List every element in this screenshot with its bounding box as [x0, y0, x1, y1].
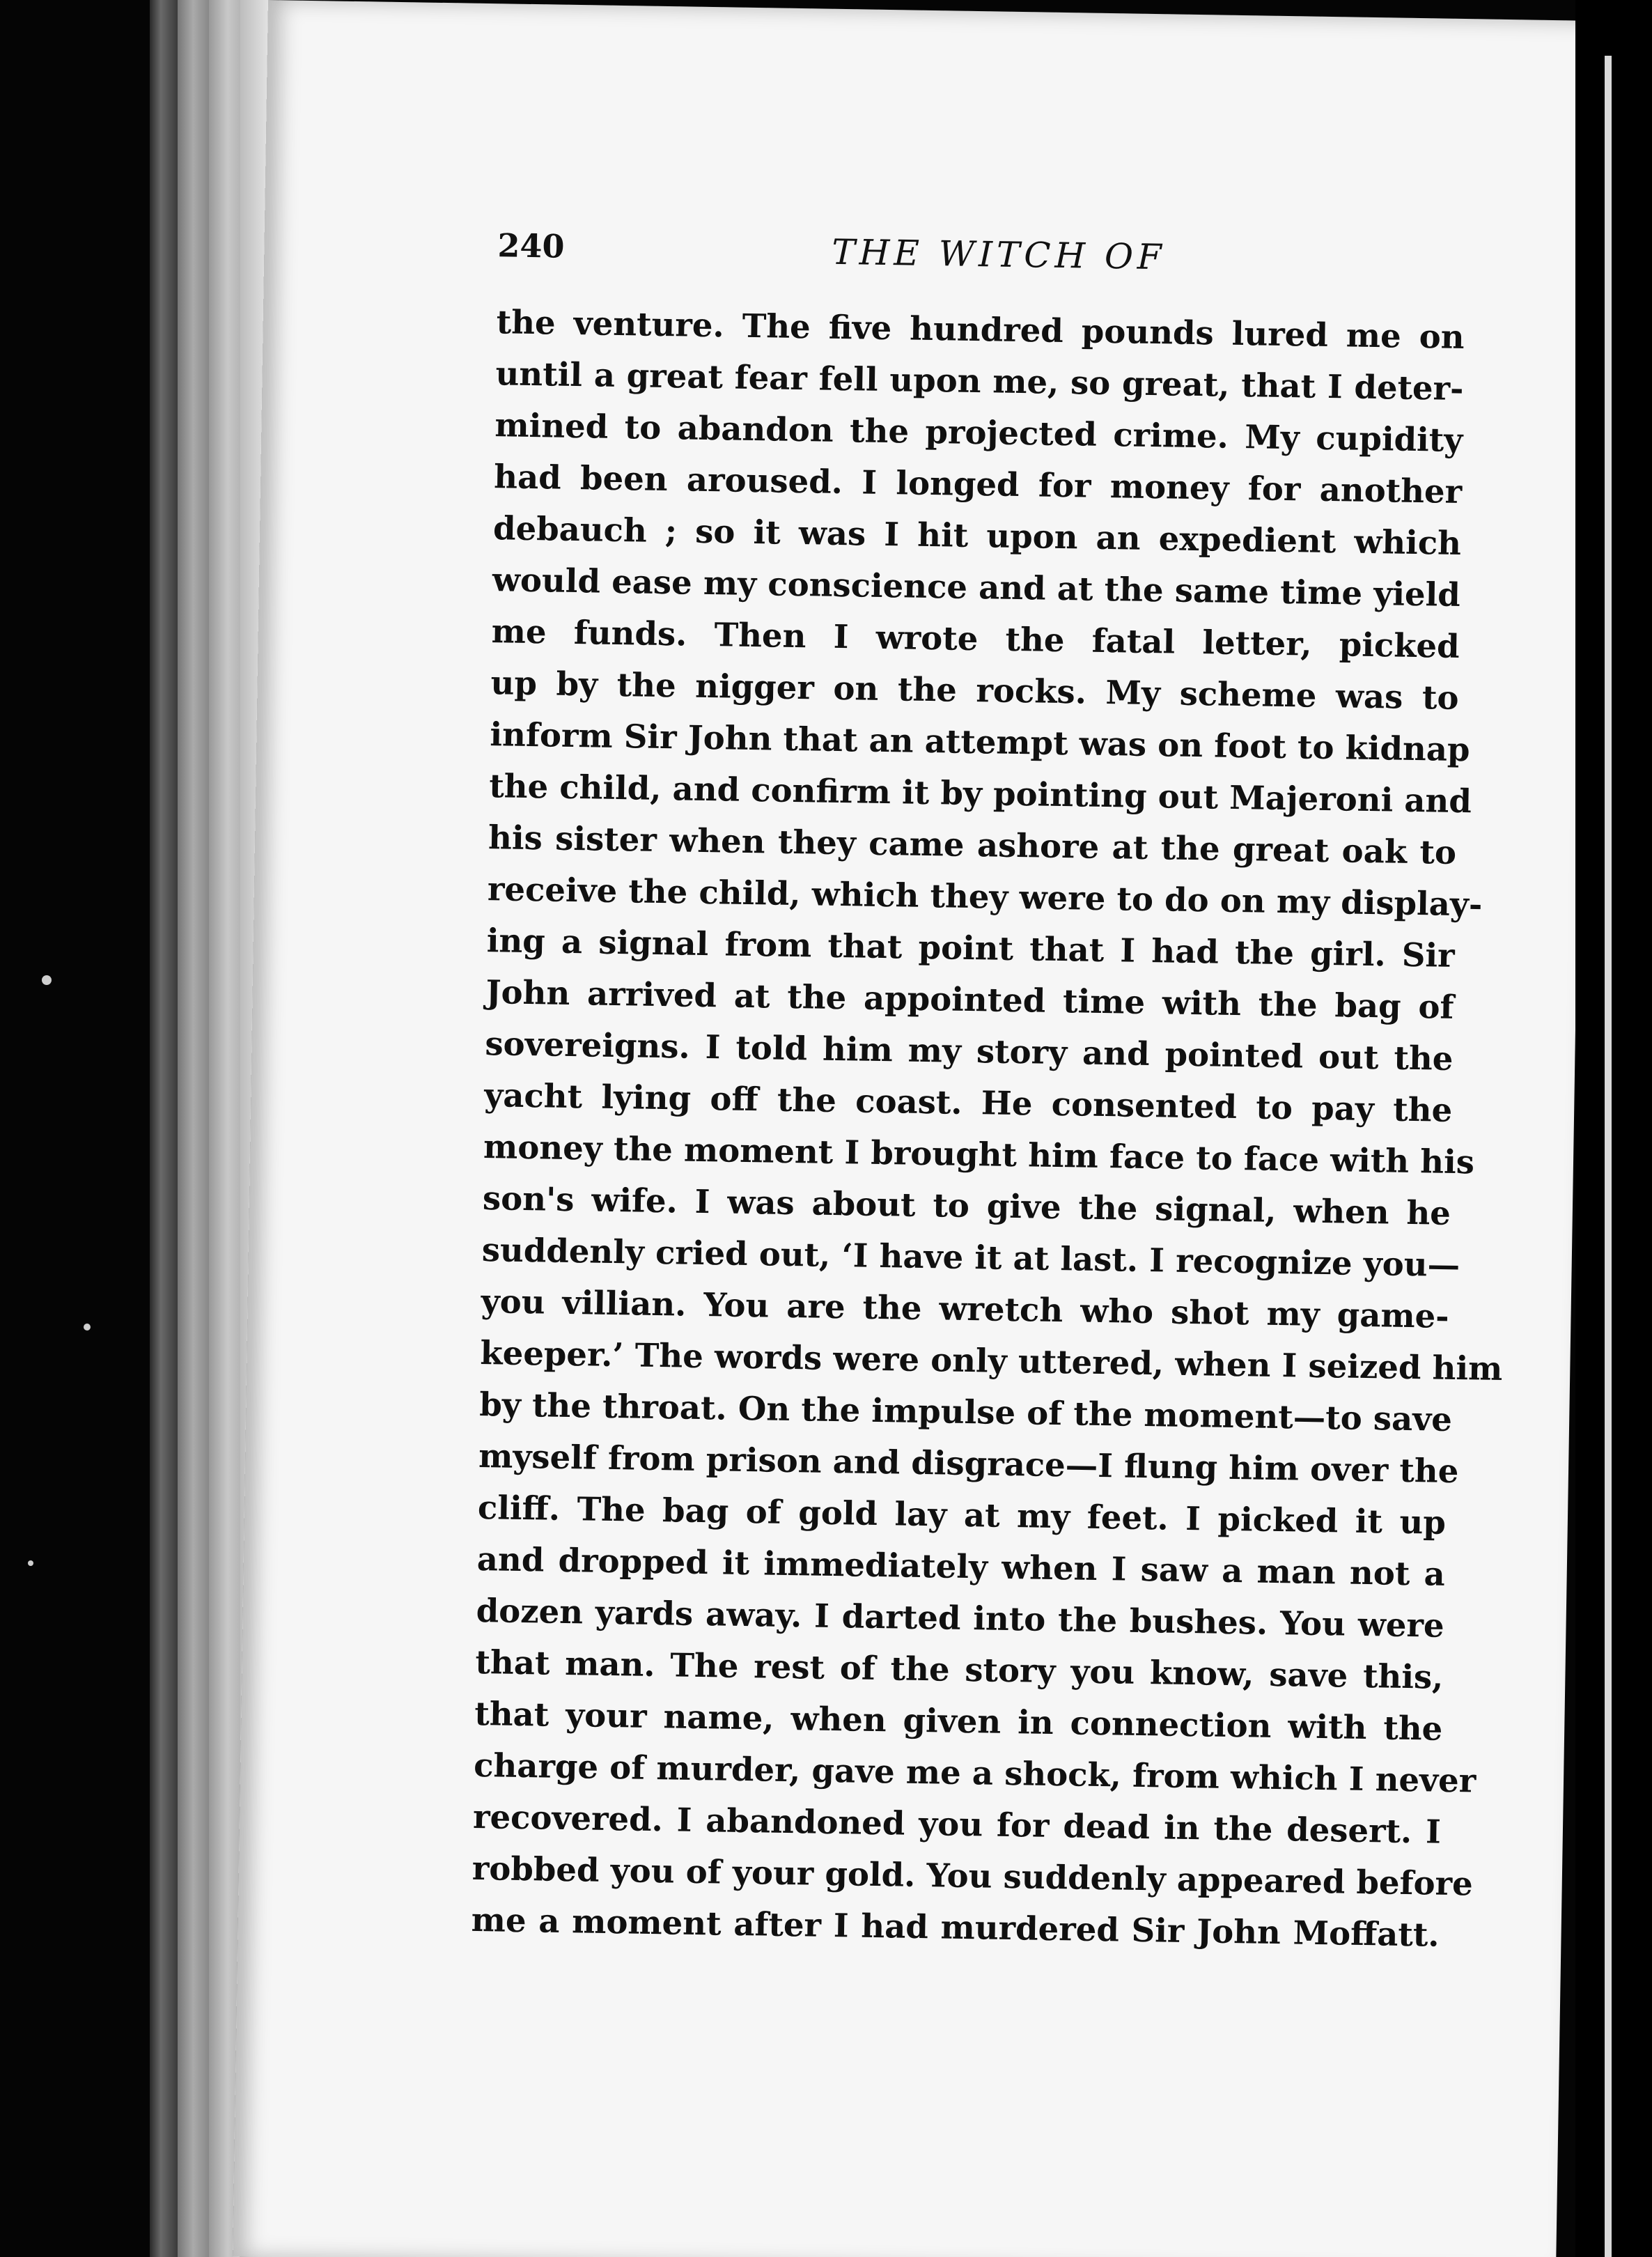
- text-line: suddenly cried out, ‘I have it at last. I recognize you—: [481, 1230, 1460, 1285]
- text-line: debauch ; so it was I hit upon an expedient which: [492, 509, 1462, 562]
- text-line: receive the child, which they were to do on my display-: [487, 869, 1483, 924]
- text-line: cliff. The bag of gold lay at my feet. I picked it up: [477, 1487, 1447, 1542]
- text-line: charge of murder, gave me a shock, from which I never: [473, 1745, 1476, 1800]
- text-line: that your name, when given in connection with the: [474, 1693, 1443, 1748]
- text-line: yacht lying off the coast. He consented to pay the: [483, 1076, 1453, 1129]
- text-line: robbed you of your gold. You suddenly appeared before: [472, 1848, 1474, 1903]
- text-line: sovereigns. I told him my story and pointed out the: [485, 1024, 1454, 1078]
- text-line: and dropped it immediately when I saw a man not a: [476, 1539, 1446, 1593]
- text-line: up by the nigger on the rocks. My scheme was to: [490, 663, 1459, 717]
- page-number: 240: [497, 226, 565, 265]
- page-edge: [178, 0, 209, 2257]
- text-line: by the throat. On the impulse of the moment—to save: [478, 1385, 1453, 1438]
- running-title: THE WITCH OF: [831, 231, 1167, 278]
- text-line: his sister when they came ashore at the great oak to: [488, 818, 1457, 871]
- text-line: me funds. Then I wrote the fatal letter, picked: [491, 612, 1460, 665]
- text-line: the child, and confirm it by pointing out Majeroni and: [488, 766, 1472, 821]
- text-line: that man. The rest of the story you know, save this,: [475, 1642, 1444, 1696]
- text-line: had been aroused. I longed for money for another: [493, 457, 1463, 511]
- book-page: [233, 0, 1591, 2257]
- text-line: keeper.’ The words were only uttered, when I seized him: [480, 1333, 1503, 1388]
- text-line: ing a signal from that point that I had the girl. Sir: [486, 921, 1456, 975]
- body-text: [471, 296, 1503, 1961]
- text-line: mined to abandon the projected crime. My cupidity: [494, 405, 1463, 460]
- text-line: son's wife. I was about to give the signal, when he: [482, 1179, 1451, 1232]
- text-line: myself from prison and disgrace—I flung him over the: [478, 1436, 1459, 1491]
- text-line: inform Sir John that an attempt was on foot to kidnap: [490, 715, 1470, 769]
- text-line: the venture. The five hundred pounds lured me on: [496, 302, 1465, 357]
- dust-speck: [42, 975, 52, 985]
- page-edge: [150, 0, 178, 2257]
- text-line: me a moment after I had murdered Sir John Moffatt.: [471, 1900, 1440, 1954]
- right-border: [1575, 0, 1652, 2257]
- text-line: would ease my conscience and at the same time yield: [492, 560, 1461, 614]
- text-line: John arrived at the appointed time with the bag of: [485, 972, 1454, 1026]
- text-line: until a great fear fell upon me, so great, that I deter-: [495, 354, 1464, 408]
- text-line: money the moment I brought him face to face with his: [483, 1127, 1475, 1181]
- text-line: recovered. I abandoned you for dead in the desert. I: [472, 1797, 1442, 1851]
- text-line: dozen yards away. I darted into the bushes. You were: [476, 1590, 1444, 1645]
- next-page-edge: [1605, 56, 1612, 2257]
- dust-speck: [28, 1560, 33, 1566]
- text-line: you villian. You are the wretch who shot my game-: [481, 1282, 1449, 1335]
- dust-speck: [84, 1324, 91, 1331]
- running-head: [497, 226, 1459, 297]
- page-edge: [209, 0, 240, 2257]
